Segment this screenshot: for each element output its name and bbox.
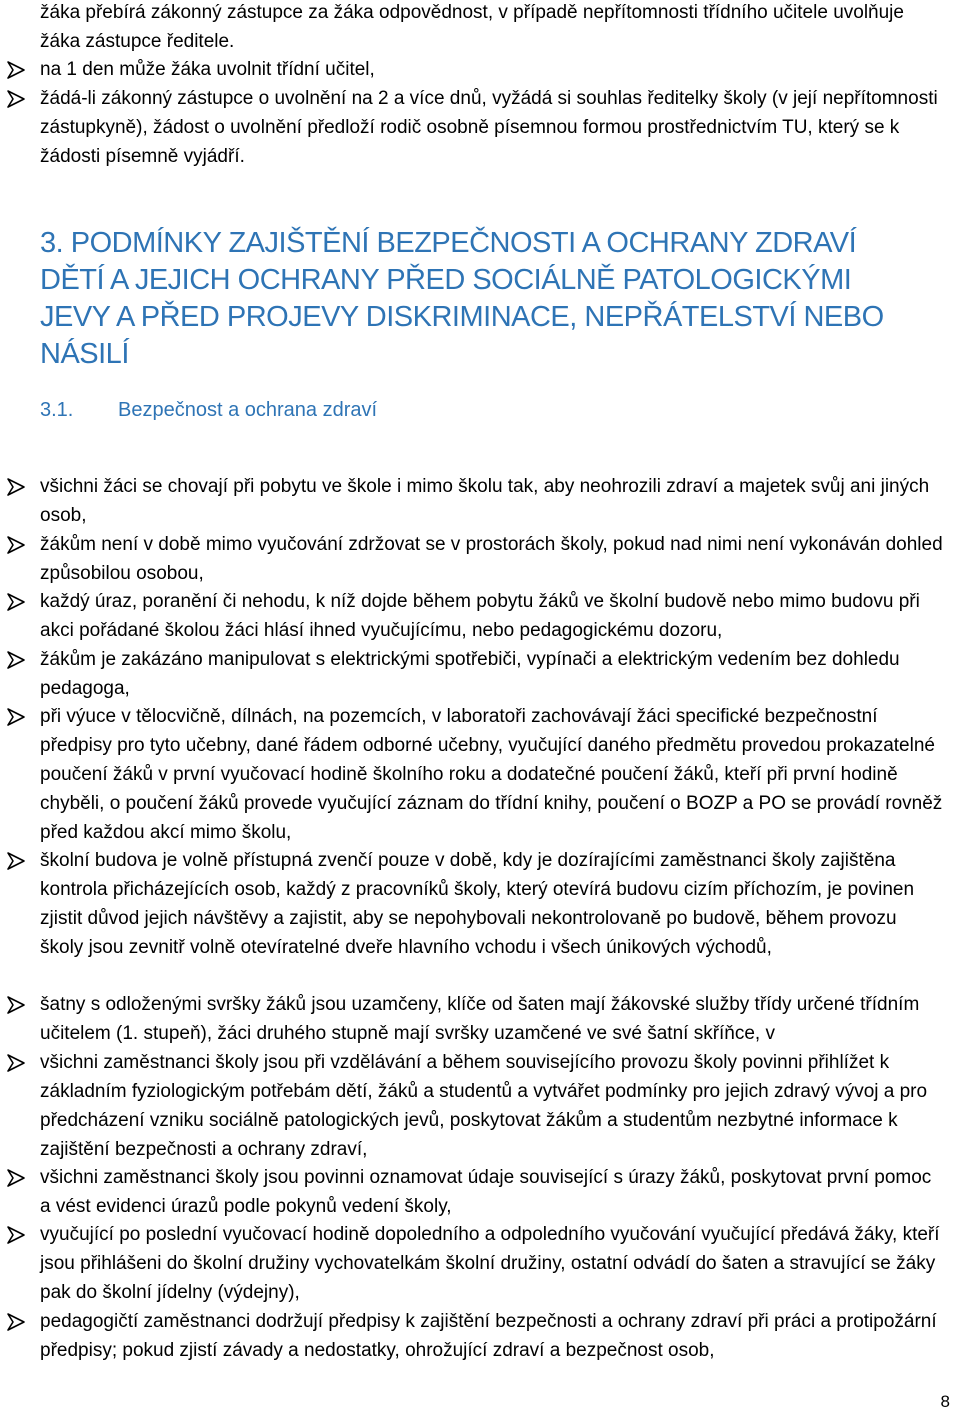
section-heading: 3. PODMÍNKY ZAJIŠTĚNÍ BEZPEČNOSTI A OCHRANY ZDRAVÍ DĚTÍ A JEJICH OCHRANY PŘED SOCIÁLNĚ PATOLOGICKÝMI JEVY A PŘED PROJEVY DISKRIMINACE, NEPŘÁTELSTVÍ NEBO NÁSILÍ bbox=[40, 227, 884, 370]
list-item-text: na 1 den může žáka uvolnit třídní učitel, bbox=[40, 59, 375, 80]
arrow-bullet-icon bbox=[5, 850, 27, 872]
arrow-bullet-icon bbox=[5, 706, 27, 728]
list-item-text: všichni zaměstnanci školy jsou povinni oznamovat údaje související s úrazy žáků, poskytovat první pomoc a vést evidenci úrazů podle pokynů vedení školy, bbox=[40, 1167, 932, 1217]
arrow-bullet-icon bbox=[5, 476, 27, 498]
arrow-bullet-icon bbox=[5, 994, 27, 1016]
list-item-text: pedagogičtí zaměstnanci dodržují předpisy k zajištění bezpečnosti a ochrany zdraví při práci a protipožární předpisy; pokud zjistí závady a nedostatky, ohrožující zdraví a bezpečnost osob, bbox=[40, 1311, 937, 1361]
list-item-text: vyučující po poslední vyučovací hodině dopoledního a odpoledního vyučování vyučující předává žáky, kteří jsou přihlášeni do školní družiny vychovatelkám školní družiny, ostatní odvádí do šaten a stravující se žáky pak do školní jídelny (výdejny), bbox=[40, 1224, 940, 1303]
arrow-bullet-icon bbox=[5, 1167, 27, 1189]
arrow-bullet-icon bbox=[5, 649, 27, 671]
list-item-text: všichni zaměstnanci školy jsou při vzdělávání a během souvisejícího provozu školy povinni přihlížet k základním fyziologickým potřebám dětí, žáků a studentů a vytvářet podmínky pro jejich zdravý vývoj a pro předcházení vzniku sociálně patologických jevů, poskytovat žákům a studentům nezbytné informace k zajištění bezpečnosti a ochrany zdraví, bbox=[40, 1052, 928, 1160]
list-item-text: při výuce v tělocvičně, dílnách, na pozemcích, v laboratoři zachovávají žáci specifické bezpečnostní předpisy pro tyto učebny, dané řádem odborné učebny, vyučující daného předmětu provedou prokazatelné poučení žáků v první vyučovací hodině školního roku a dodatečné poučení žáků, kteří při první hodině chyběli, o poučení žáků provede vyučující záznam do třídní knihy, poučení o BOZP a PO se provádí rovněž před každou akcí mimo školu, bbox=[40, 706, 943, 843]
arrow-bullet-icon bbox=[5, 88, 27, 110]
arrow-bullet-icon bbox=[5, 1311, 27, 1333]
intro-paragraph: žáka přebírá zákonný zástupce za žáka odpovědnost, v případě nepřítomnosti třídního učitele uvolňuje žáka zástupce ředitele. bbox=[40, 2, 904, 52]
arrow-bullet-icon bbox=[5, 59, 27, 81]
subsection-number: 3.1. bbox=[40, 399, 74, 421]
list-item-text: školní budova je volně přístupná zvenčí pouze v době, kdy je dozírajícími zaměstnanci školy zajištěna kontrola přicházejících osob, každý z pracovníků školy, který otevírá budovu cizím příchozím, je povinen zjistit důvod jejich návštěvy a zajistit, aby se nepohybovali nekontrolovaně po budově, během provozu školy jsou zevnitř volně otevíratelné dveře hlavního vchodu i všech únikových východů, bbox=[40, 850, 915, 958]
arrow-bullet-icon bbox=[5, 534, 27, 556]
subsection-title: Bezpečnost a ochrana zdraví bbox=[118, 399, 378, 421]
list-item-text: žákům není v době mimo vyučování zdržovat se v prostorách školy, pokud nad nimi není vykonáván dohled způsobilou osobou, bbox=[40, 534, 943, 584]
list-item-text: šatny s odloženými svršky žáků jsou uzamčeny, klíče od šaten mají žákovské služby třídy určené třídním učitelem (1. stupeň), žáci druhého stupně mají svršky uzamčené ve své šatní skříňce, v bbox=[40, 994, 920, 1044]
page-number: 8 bbox=[940, 1392, 950, 1411]
arrow-bullet-icon bbox=[5, 1052, 27, 1074]
subsection-heading bbox=[40, 396, 640, 424]
list-item-text: každý úraz, poranění či nehodu, k níž dojde během pobytu žáků ve školní budově nebo mimo budovu při akci pořádané školou žáci hlásí ihned vyučujícímu, nebo pedagogickému dozoru, bbox=[40, 591, 920, 641]
arrow-bullet-icon bbox=[5, 591, 27, 613]
list-item-text: všichni žáci se chovají při pobytu ve škole i mimo školu tak, aby neohrozili zdraví a majetek svůj ani jiných osob, bbox=[40, 476, 930, 526]
arrow-bullet-icon bbox=[5, 1224, 27, 1246]
list-item-text: žákům je zakázáno manipulovat s elektrickými spotřebiči, vypínači a elektrickým vedením bez dohledu pedagoga, bbox=[40, 649, 900, 699]
list-item-text: žádá-li zákonný zástupce o uvolnění na 2 a více dnů, vyžádá si souhlas ředitelky školy (v její nepřítomnosti zástupkyně), žádost o uvolnění předloží rodič osobně písemnou formou prostřednictvím TU, který se k žádosti písemně vyjádří. bbox=[40, 88, 938, 167]
